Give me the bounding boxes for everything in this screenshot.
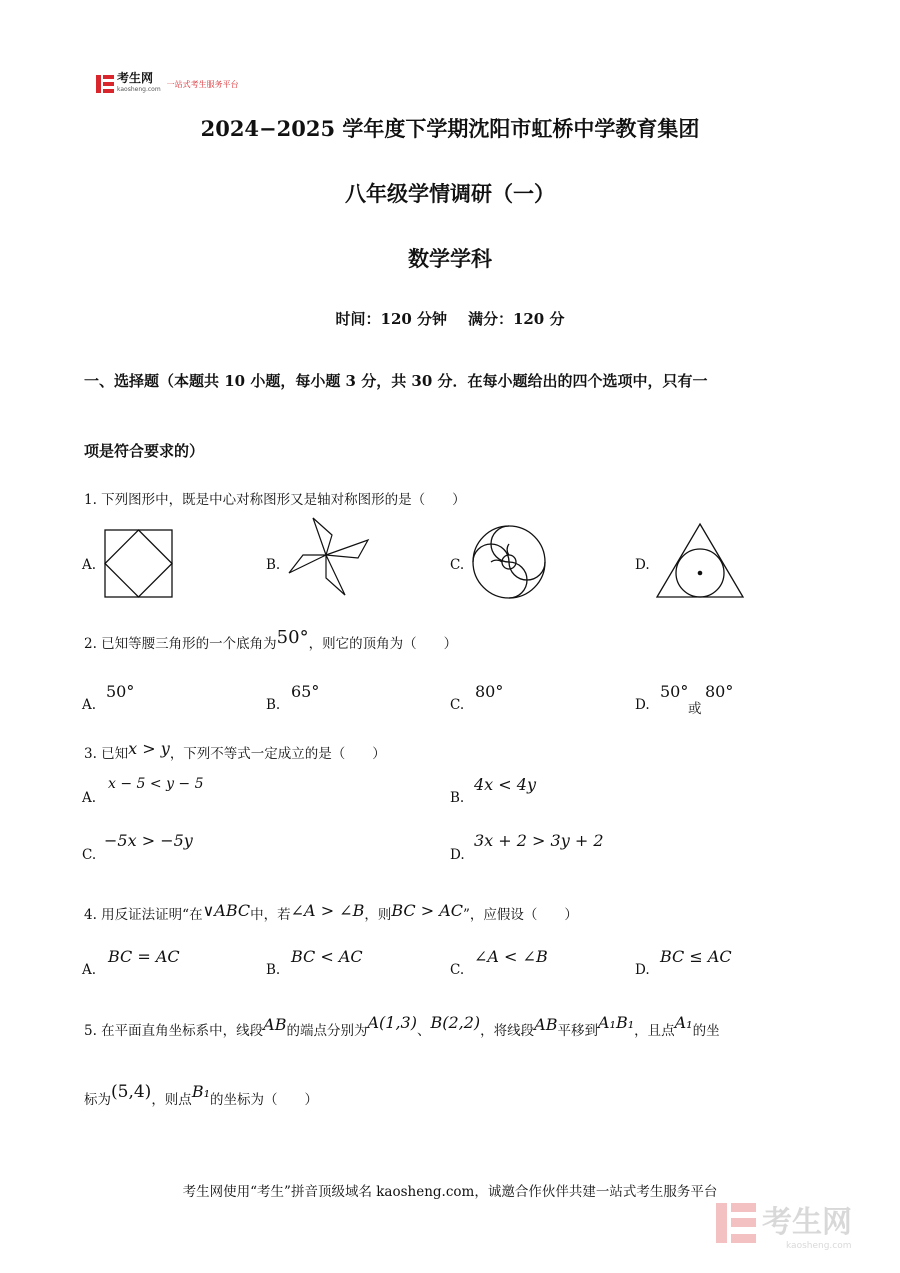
question-5-stem-line1: 5. 在平面直角坐标系中，线段AB的端点分别为A(1,3)、B(2,2)，将线段AB平移到A₁B₁，且点A₁的坐 — [84, 1013, 720, 1039]
q2-option-d-label: D. — [635, 697, 650, 713]
q3-option-a-value: x − 5 < y − 5 — [108, 776, 204, 792]
q3-option-a-label: A. — [82, 790, 97, 806]
exam-title: 2024−2025 学年度下学期沈阳市虹桥中学教育集团 — [200, 116, 700, 141]
q4-option-b-label: B. — [266, 962, 281, 978]
logo-mark-icon — [96, 75, 114, 93]
q2-option-a-value: 50° — [106, 682, 135, 701]
q4-option-c-label: C. — [450, 962, 465, 978]
logo-text: 考生网 kaosheng.com — [117, 71, 161, 93]
section-heading-line1: 一、选择题（本题共 10 小题，每小题 3 分，共 30 分．在每小题给出的四个选项中，只有一 — [84, 372, 708, 390]
q2-option-c-label: C. — [450, 697, 465, 713]
question-2-stem: 2. 已知等腰三角形的一个底角为50°，则它的顶角为（ ） — [84, 627, 458, 652]
question-1-stem: 1. 下列图形中，既是中心对称图形又是轴对称图形的是（ ） — [84, 492, 466, 508]
footer-text: 考生网使用“考生”拼音顶级域名 kaosheng.com，诚邀合作伙伴共建一站式考生服务平台 — [182, 1184, 718, 1200]
q4-option-a-label: A. — [82, 962, 97, 978]
q3-option-d-label: D. — [450, 847, 465, 863]
q1-figure-c-swirl-circle — [471, 524, 549, 600]
q1-figure-b-pinwheel — [286, 515, 372, 599]
question-3-stem: 3. 已知x > y，下列不等式一定成立的是（ ） — [84, 739, 386, 762]
exam-time-info: 时间：120 分钟 满分：120 分 — [335, 310, 565, 328]
q3-option-c-label: C. — [82, 847, 97, 863]
q1-option-c-label: C. — [450, 557, 465, 573]
header-logo — [96, 73, 239, 95]
q4-option-d-label: D. — [635, 962, 650, 978]
exam-subject: 数学学科 — [408, 246, 492, 271]
q1-figure-a-square-diamond — [104, 529, 174, 599]
watermark: 考生网 kaosheng.com — [716, 1203, 852, 1243]
question-4-stem: 4. 用反证法证明“在∨ABC中，若∠A > ∠B，则BC > AC”，应假设（ ） — [84, 901, 578, 923]
logo-slogan: 一站式考生服务平台 — [166, 79, 239, 89]
q3-option-b-label: B. — [450, 790, 465, 806]
q3-option-b-value: 4x < 4y — [474, 775, 536, 794]
q1-figure-d-circle-in-triangle — [656, 522, 746, 600]
q4-option-b-value: BC < AC — [291, 947, 363, 966]
exam-subtitle: 八年级学情调研（一） — [345, 181, 555, 206]
q2-option-b-label: B. — [266, 697, 281, 713]
watermark-logo-icon — [716, 1203, 756, 1243]
q2-option-a-label: A. — [82, 697, 97, 713]
question-5-stem-line2: 标为(5,4)，则点B₁的坐标为（ ） — [84, 1082, 318, 1108]
q3-option-d-value: 3x + 2 > 3y + 2 — [474, 831, 604, 850]
q4-option-a-value: BC = AC — [108, 947, 180, 966]
q2-option-d-or: 或 — [688, 701, 702, 717]
q3-option-c-value: −5x > −5y — [104, 831, 193, 850]
section-heading-line2: 项是符合要求的） — [84, 442, 205, 460]
q4-option-d-value: BC ≤ AC — [660, 947, 732, 966]
q1-option-a-label: A. — [82, 557, 97, 573]
q1-option-b-label: B. — [266, 557, 281, 573]
q2-option-c-value: 80° — [475, 682, 504, 701]
q2-option-d-value2: 80° — [705, 682, 734, 701]
q2-option-b-value: 65° — [291, 682, 320, 701]
q4-option-c-value: ∠A < ∠B — [474, 947, 548, 966]
q1-option-d-label: D. — [635, 557, 650, 573]
q2-option-d-value1: 50° — [660, 682, 689, 701]
